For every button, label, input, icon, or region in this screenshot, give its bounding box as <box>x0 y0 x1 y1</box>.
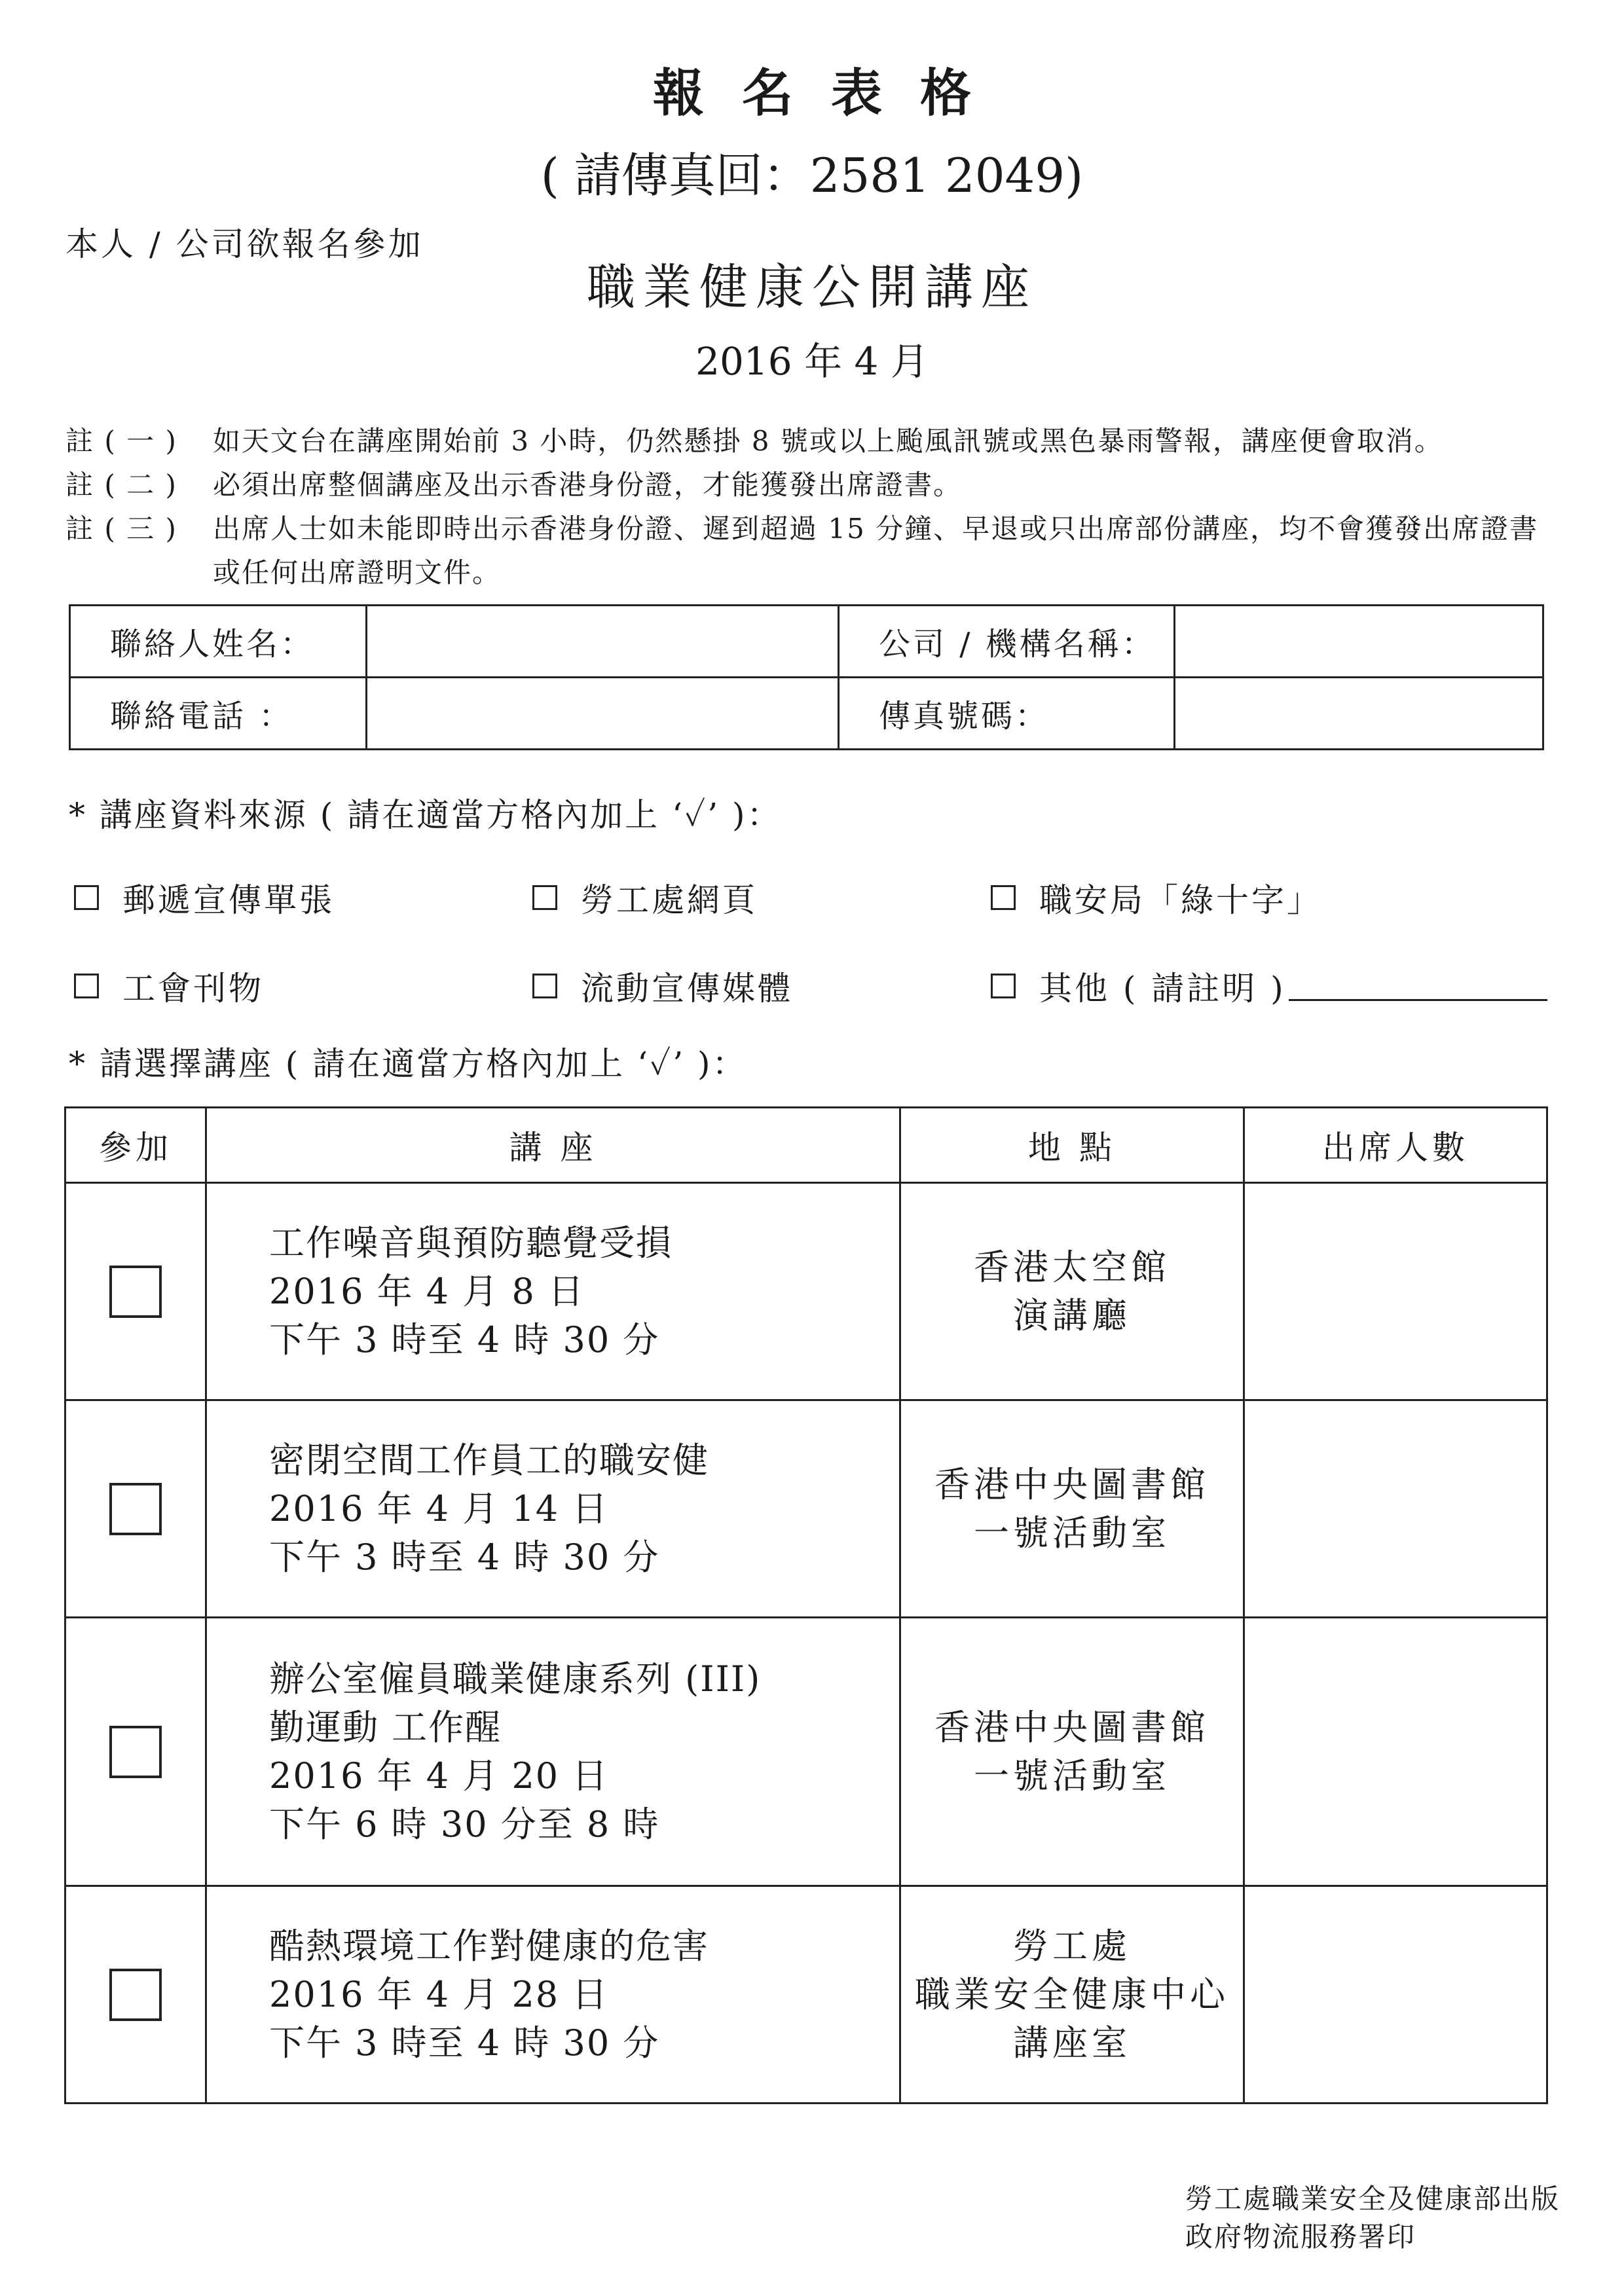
header-join: 參加 <box>65 1108 206 1183</box>
venue-cell <box>900 1886 1244 2104</box>
fax-number-label: 傳真號碼： <box>839 678 1175 750</box>
intro-text: 本人 / 公司欲報名參加 <box>65 225 424 263</box>
venue-line: 演講廳 <box>1013 1294 1131 1336</box>
form-title: 報名表格 <box>652 64 1009 123</box>
note-text: 出席人士如未能即時出示香港身份證、遲到超過 15 分鐘、早退或只出席部份講座，均不會獲發出席證書或任何出席證明文件。 <box>213 513 1539 589</box>
source-option-green-cross[interactable] <box>991 874 1322 921</box>
join-cell <box>65 1886 206 2104</box>
talk-title: 酷熱環境工作對健康的危害 <box>269 1925 709 1967</box>
talk-subtitle: 勤運動 工作醒 <box>269 1706 502 1748</box>
venue-line: 香港太空館 <box>974 1246 1170 1288</box>
seminar-series-title: 職業健康公開講座 <box>587 259 1037 316</box>
talk-cell <box>206 1886 900 2104</box>
fax-instruction: ( 請傳真回：2581 2049) <box>540 148 1084 203</box>
join-cell <box>65 1183 206 1400</box>
join-cell <box>65 1618 206 1886</box>
note-1 <box>65 419 1559 463</box>
table-header-row <box>65 1108 1547 1183</box>
source-question: * 講座資料來源 ( 請在適當方格內加上 ‘✓’ )： <box>69 796 782 834</box>
option-label: 職安局「綠十字」 <box>1039 881 1322 919</box>
attendees-field[interactable] <box>1244 1400 1547 1618</box>
source-option-union[interactable] <box>74 962 264 1010</box>
source-option-mail[interactable] <box>74 874 335 921</box>
option-label: 其他 ( 請註明 ) <box>1039 970 1286 1008</box>
attendees-field[interactable] <box>1244 1183 1547 1400</box>
venue-cell <box>900 1400 1244 1618</box>
printer-line: 政府物流服務署印 <box>1185 2221 1416 2253</box>
talk-time: 下午 3 時至 4 時 30 分 <box>269 2022 660 2064</box>
join-checkbox[interactable] <box>109 1726 162 1778</box>
source-option-mobile-media[interactable] <box>532 962 793 1010</box>
checkbox-icon[interactable] <box>991 885 1016 910</box>
talk-date: 2016 年 4 月 20 日 <box>269 1755 609 1796</box>
talk-date: 2016 年 4 月 8 日 <box>269 1270 585 1312</box>
contact-details-table <box>69 604 1544 750</box>
contact-phone-label: 聯絡電話 ： <box>70 678 367 750</box>
table-row <box>65 1886 1547 2104</box>
venue-line: 職業安全健康中心 <box>915 1973 1229 2015</box>
checkbox-icon[interactable] <box>74 974 99 998</box>
join-checkbox[interactable] <box>109 1483 162 1535</box>
venue-cell <box>900 1183 1244 1400</box>
note-label: 註 ( 三 ) <box>65 513 177 545</box>
publisher-footer <box>1185 2180 1560 2256</box>
company-name-field[interactable] <box>1175 606 1543 678</box>
option-label: 流動宣傳媒體 <box>581 970 793 1008</box>
option-label: 郵遞宣傳單張 <box>122 881 335 919</box>
attendees-field[interactable] <box>1244 1886 1547 2104</box>
talk-time: 下午 3 時至 4 時 30 分 <box>269 1536 660 1578</box>
venue-line: 勞工處 <box>1013 1925 1131 1967</box>
fax-number-field[interactable] <box>1175 678 1543 750</box>
note-text: 如天文台在講座開始前 3 小時，仍然懸掛 8 號或以上颱風訊號或黑色暴雨警報，講座便會取消。 <box>213 425 1443 457</box>
option-label: 勞工處網頁 <box>581 881 758 919</box>
source-option-web[interactable] <box>532 874 758 921</box>
talk-cell <box>206 1400 900 1618</box>
venue-line: 一號活動室 <box>974 1755 1170 1796</box>
venue-line: 一號活動室 <box>974 1512 1170 1554</box>
attendees-field[interactable] <box>1244 1618 1547 1886</box>
note-label: 註 ( 一 ) <box>65 425 177 457</box>
select-question: * 請選擇講座 ( 請在適當方格內加上 ‘✓’ )： <box>69 1045 747 1083</box>
option-label: 工會刊物 <box>122 970 264 1008</box>
venue-line: 講座室 <box>1013 2022 1131 2064</box>
join-checkbox[interactable] <box>109 1266 162 1318</box>
source-option-other[interactable] <box>991 962 1547 1010</box>
publisher-line: 勞工處職業安全及健康部出版 <box>1185 2183 1560 2215</box>
header-attendees: 出席人數 <box>1244 1108 1547 1183</box>
checkbox-icon[interactable] <box>991 974 1016 998</box>
talk-title: 辦公室僱員職業健康系列 (III) <box>269 1658 762 1700</box>
checkbox-icon[interactable] <box>532 974 557 998</box>
note-text: 必須出席整個講座及出示香港身份證，才能獲發出席證書。 <box>213 469 963 501</box>
talk-title: 密閉空間工作員工的職安健 <box>269 1439 709 1481</box>
venue-cell <box>900 1618 1244 1886</box>
checkbox-icon[interactable] <box>532 885 557 910</box>
table-row <box>65 1183 1547 1400</box>
notes-section <box>65 419 1559 594</box>
header-talk: 講 座 <box>206 1108 900 1183</box>
note-2 <box>65 463 1559 507</box>
contact-name-field[interactable] <box>367 606 839 678</box>
talk-cell <box>206 1183 900 1400</box>
note-label: 註 ( 二 ) <box>65 469 177 501</box>
header-venue: 地 點 <box>900 1108 1244 1183</box>
join-checkbox[interactable] <box>109 1969 162 2021</box>
talk-title: 工作噪音與預防聽覺受損 <box>269 1222 673 1264</box>
talk-date: 2016 年 4 月 14 日 <box>269 1487 609 1529</box>
talk-date: 2016 年 4 月 28 日 <box>269 1973 609 2015</box>
venue-line: 香港中央圖書館 <box>934 1463 1209 1505</box>
table-row <box>65 1400 1547 1618</box>
company-name-label: 公司 / 機構名稱： <box>839 606 1175 678</box>
other-specify-field[interactable] <box>1289 972 1547 1001</box>
talk-cell <box>206 1618 900 1886</box>
venue-line: 香港中央圖書館 <box>934 1706 1209 1748</box>
talk-time: 下午 3 時至 4 時 30 分 <box>269 1319 660 1360</box>
talk-time: 下午 6 時 30 分至 8 時 <box>269 1803 660 1845</box>
contact-name-label: 聯絡人姓名： <box>70 606 367 678</box>
join-cell <box>65 1400 206 1618</box>
table-row <box>65 1618 1547 1886</box>
seminar-table <box>64 1106 1548 2104</box>
note-3 <box>65 507 1559 594</box>
contact-phone-field[interactable] <box>367 678 839 750</box>
seminar-month: 2016 年 4 月 <box>695 339 929 384</box>
checkbox-icon[interactable] <box>74 885 99 910</box>
